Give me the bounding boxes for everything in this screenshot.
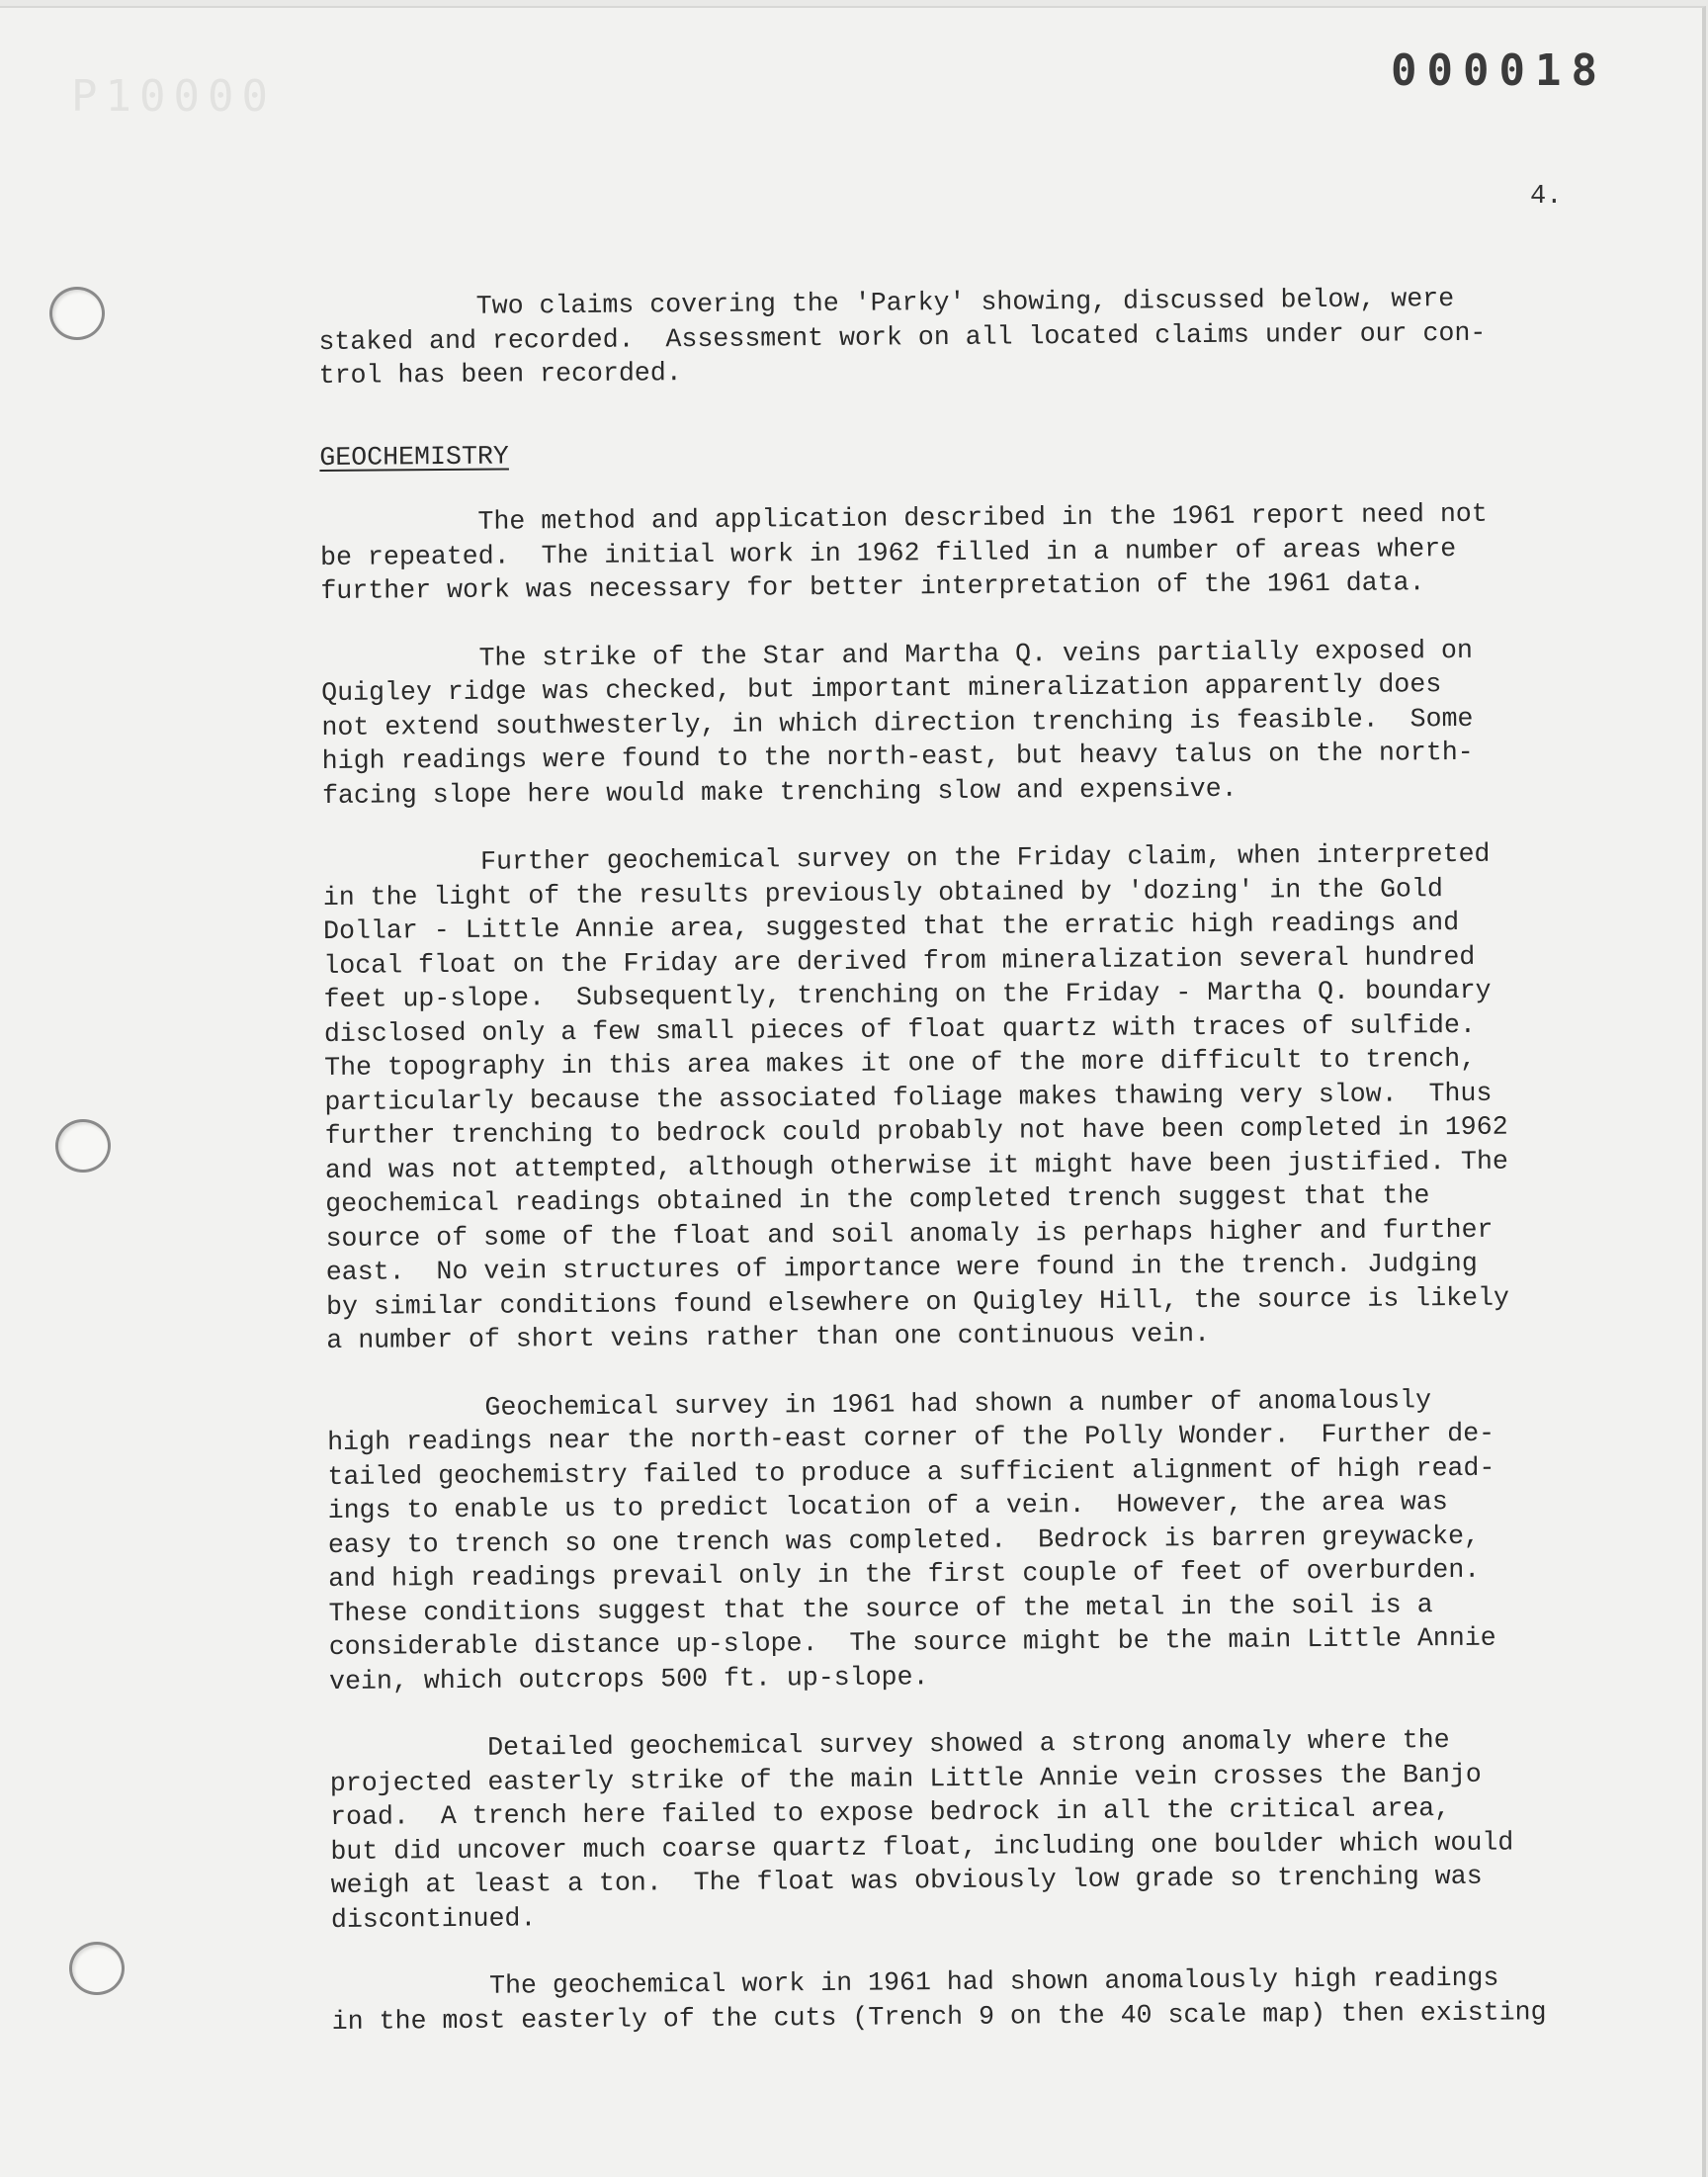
typed-text-body bbox=[318, 281, 1643, 2072]
intro-paragraph: Two claims covering the 'Parky' showing, discussed below, were staked and recorded. Assessment work on all located claims under our con- trol has been recorded. bbox=[318, 283, 1487, 391]
body-paragraph: The strike of the Star and Martha Q. veins partially exposed on Quigley ridge was checked, but important mineralization apparently does not extend southwesterly, in which direction trenching is feasible. Some high readings were found to the north-east, but heavy talus on the north- facing slope here would make trenching slow and expensive. bbox=[320, 635, 1474, 811]
body-paragraph: Further geochemical survey on the Friday claim, when interpreted in the light of the results previously obtained by 'dozing' in the Gold Dollar - Little Annie area, suggested that the erratic high readings and local float on the Friday are derived from mineralization several hundred feet up-slope. Subsequently, trenching on the Friday - Martha Q. boundary disclosed only a few small pieces of float quartz with traces of sulfide. The topography in this area makes it one of the more difficult to trench, particularly because the associated foliage makes thawing very slow. Thus further trenching to bedrock could probably not have been completed in 1962 and was not attempted, although otherwise it might have been justified. The geochemical readings obtained in the completed trench suggest that the source of some of the float and soil anomaly is perhaps higher and further east. No vein structures of importance were found in the trench. Judging by similar conditions found elsewhere on Quigley Hill, the source is likely a number of short veins rather than one continuous vein. bbox=[322, 838, 1510, 1355]
page-number: 4. bbox=[1530, 182, 1563, 212]
faded-stamp-number: P10000 bbox=[71, 71, 276, 122]
body-paragraph: Geochemical survey in 1961 had shown a number of anomalously high readings near the north-east corner of the Polly Wonder. Further de- tailed geochemistry failed to produce a sufficient alignment of high read- ings to enable us to predict location of a vein. However, the area was easy to trench so one trench was completed. Bedrock is barren greywacke, and high readings prevail only in the first couple of feet of overburden. These conditions suggest that the source of the metal in the soil is a considerable distance up-slope. The source might be the main Little Annie vein, which outcrops 500 ft. up-slope. bbox=[326, 1384, 1496, 1697]
binder-hole-top bbox=[49, 287, 105, 340]
document-number-stamp: 000018 bbox=[1391, 45, 1607, 96]
document-page bbox=[0, 6, 1706, 2177]
body-paragraph: Detailed geochemical survey showed a strong anomaly where the projected easterly strike of the main Little Annie vein crosses the Banjo road. A trench here failed to expose bedrock in all the critical area, but did uncover much coarse quartz float, including one boulder which would weigh at least a ton. The float was obviously low grade so trenching was discontinued. bbox=[329, 1725, 1514, 1935]
body-paragraph: The method and application described in the 1961 report need not be repeated. The initial work in 1962 filled in a number of areas where further work was necessary for better interpretation of the 1961 data. bbox=[319, 498, 1488, 606]
binder-hole-middle bbox=[55, 1119, 111, 1173]
section-heading-geochemistry: GEOCHEMISTRY bbox=[319, 440, 509, 473]
body-paragraph: The geochemical work in 1961 had shown anomalously high readings in the most easterly of the cuts (Trench 9 on the 40 scale map) then existing bbox=[331, 1962, 1547, 2037]
binder-hole-bottom bbox=[69, 1942, 125, 1995]
